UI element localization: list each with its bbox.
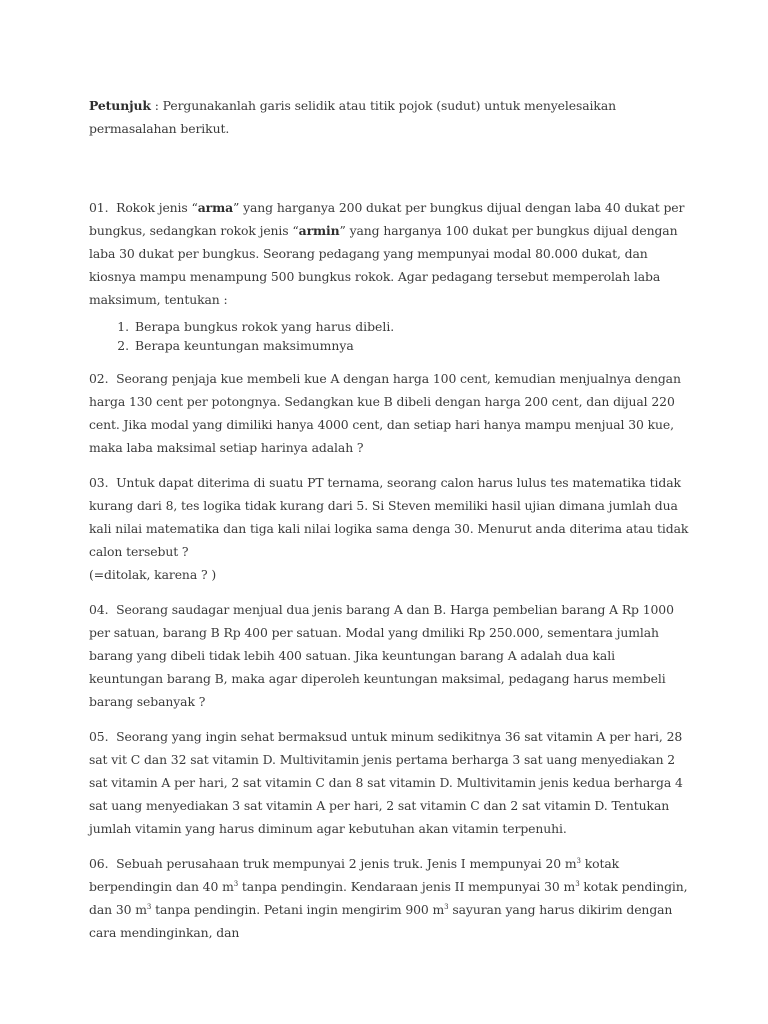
- superscript: 3: [233, 880, 239, 888]
- list-item: 1. Berapa bungkus rokok yang harus dibeli.: [133, 317, 689, 336]
- question-text: sayuran yang harus dikirim dengan cara mendinginkan, dan: [89, 902, 673, 940]
- list-item: 2. Berapa keuntungan maksimumnya: [133, 336, 689, 355]
- question-04: [89, 598, 689, 713]
- question-number: 04.: [89, 602, 109, 617]
- question-01: [89, 196, 689, 311]
- question-text: Untuk dapat diterima di suatu PT ternama, seorang calon harus lulus tes matematika tidak kurang dari 8, tes logika tidak kurang dari 5. Si Steven memiliki hasil ujian dimana jumlah dua kali nilai matematika dan tiga kali nilai logika sama denga 30. Menurut anda diterima atau tidak calon tersebut ?: [89, 475, 689, 559]
- instruction-text: Pergunakanlah garis selidik atau titik pojok (sudut) untuk menyelesaikan permasalahan berikut.: [89, 98, 616, 136]
- question-text: Seorang penjaja kue membeli kue A dengan harga 100 cent, kemudian menjualnya dengan harga 130 cent per potongnya. Sedangkan kue B dibeli dengan harga 200 cent, dan dijual 220 cent. Jika modal yang dimiliki hanya 4000 cent, dan setiap hari hanya mampu menjual 30 kue, maka laba maksimal setiap harinya adalah ?: [89, 371, 681, 455]
- question-text: tanpa pendingin. Kendaraan jenis II mempunyai 30 m: [238, 879, 576, 894]
- instruction-separator: :: [150, 98, 163, 113]
- question-text: Rokok jenis “: [116, 200, 198, 215]
- question-number: 06.: [89, 856, 109, 871]
- question-01-list: [89, 317, 689, 355]
- question-text: Sebuah perusahaan truk mempunyai 2 jenis truk. Jenis I mempunyai 20 m: [116, 856, 577, 871]
- question-05: [89, 725, 689, 840]
- question-text: kotak pendingin, dan 30 m: [89, 879, 688, 917]
- instruction-paragraph: [89, 94, 689, 140]
- document-page: [89, 94, 689, 956]
- question-note: (=ditolak, karena ? ): [89, 567, 217, 582]
- instruction-label: Petunjuk: [89, 98, 151, 113]
- question-text: ” yang harganya 200 dukat per bungkus dijual dengan laba 40 dukat per bungkus, sedangkan rokok jenis “: [89, 200, 685, 238]
- question-text: tanpa pendingin. Petani ingin mengirim 900 m: [151, 902, 445, 917]
- superscript: 3: [444, 903, 449, 911]
- brand-armin: armin: [298, 223, 340, 238]
- question-number: 01.: [89, 200, 109, 215]
- question-02: [89, 367, 689, 459]
- question-03: [89, 471, 689, 586]
- question-text: Seorang yang ingin sehat bermaksud untuk minum sedikitnya 36 sat vitamin A per hari, 28 sat vit C dan 32 sat vitamin D. Multivitamin jenis pertama berharga 3 sat uang menyediakan 2 sat vitamin A per hari, 2 sat vitamin C dan 8 sat vitamin D. Multivitamin jenis kedua berharga 4 sat uang menyediakan 3 sat vitamin A per hari, 2 sat vitamin C dan 2 sat vitamin D. Tentukan jumlah vitamin yang harus diminum agar kebutuhan akan vitamin terpenuhi.: [89, 729, 683, 836]
- brand-arma: arma: [197, 200, 234, 215]
- question-text: ” yang harganya 100 dukat per bungkus dijual dengan laba 30 dukat per bungkus. Seorang pedagang yang mempunyai modal 80.000 dukat, dan kiosnya mampu menampung 500 bungkus rokok. Agar pedagang tersebut memperolah laba maksimum, tentukan :: [89, 223, 678, 307]
- question-06: [89, 852, 689, 944]
- question-number: 05.: [89, 729, 109, 744]
- superscript: 3: [146, 903, 152, 911]
- question-number: 03.: [89, 475, 109, 490]
- question-text: Seorang saudagar menjual dua jenis barang A dan B. Harga pembelian barang A Rp 1000 per satuan, barang B Rp 400 per satuan. Modal yang dmiliki Rp 250.000, sementara jumlah barang yang dibeli tidak lebih 400 satuan. Jika keuntungan barang A adalah dua kali keuntungan barang B, maka agar diperoleh keuntungan maksimal, pedagang harus membeli barang sebanyak ?: [89, 602, 674, 709]
- superscript: 3: [575, 880, 580, 888]
- question-text: kotak berpendingin dan 40 m: [89, 856, 620, 894]
- question-number: 02.: [89, 371, 109, 386]
- superscript: 3: [576, 857, 581, 865]
